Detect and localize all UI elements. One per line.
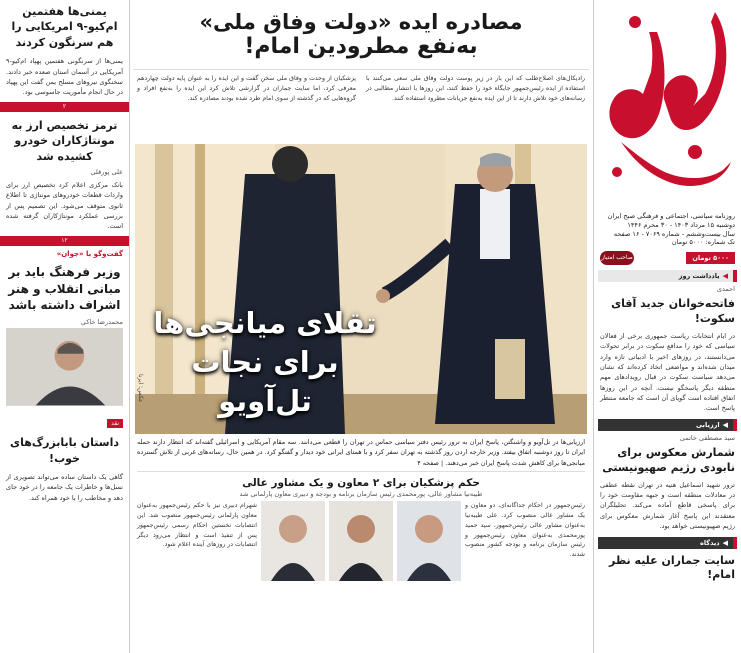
analysis-body: ترور شهید اسماعیل هنیه در تهران نقطه عطفی در معادلات منطقه است و جبهه مقاومت خود را برای پاسخی قاطع آماده می‌کند. تحلیلگران معتقدند این پاسخ آغاز شمارش معکوس برای رژیم صهیونیستی خواهد بود. — [600, 480, 735, 531]
masthead-meta — [594, 210, 741, 249]
left-column — [0, 0, 130, 653]
right-column — [593, 0, 741, 653]
arrow-icon: ◀ — [722, 538, 728, 547]
yemen-headline[interactable]: یمنی‌ها هفتمین ام‌کیو-۹ امریکایی را هم سرنگون کردند — [11, 5, 118, 49]
culture-author: محمدرضا خاکی — [80, 318, 123, 327]
lead-paragraph: رادیکال‌های اصلاح‌طلب که این بار در زیر پوست دولت وفاق ملی سعی می‌کنند با استفاده از ایده رئیس‌جمهور جایگاه خود را حفظ کنند، این روزها با انتشار مطالبی در رسانه‌های خود تلاش دارند تا از این ایده به‌نفع جریانات مطرود استفاده کنند. — [366, 75, 585, 102]
currency-body: بانک مرکزی اعلام کرد تخصیص ارز برای واردات قطعات خودروهای مونتاژی تا اطلاع ثانوی متوقف می‌شود. این تصمیم پس از بررسی عملکرد مونتاژکاران گرفته شده است. — [6, 180, 123, 231]
analysis-section-bar[interactable] — [598, 419, 737, 431]
price-badge: ۵۰۰۰ تومان — [686, 252, 735, 264]
sub-story-body — [133, 501, 589, 581]
view-headline[interactable]: سایت جماران علیه نظر امام! — [609, 553, 735, 582]
sub-story-text: شهرام دبیری نیز با حکم رئیس‌جمهور به‌عنوان معاون پارلمانی رئیس‌جمهور منصوب شد. این انتصابات نخستین احکام رسمی رئیس‌جمهور پس از تنفیذ است و انتظار می‌رود دیگر انتصابات در روزهای آینده اعلام شود. — [137, 501, 257, 549]
currency-headline[interactable]: ترمز تخصیص ارز به مونتاژکاران خودرو کشیده شد — [11, 118, 118, 163]
masthead — [594, 0, 741, 210]
view-section-bar[interactable] — [598, 537, 737, 549]
portrait-photo[interactable] — [329, 501, 393, 581]
publisher-seal: صاحب امتیاز — [600, 251, 634, 265]
top-story-headline: به‌نفع مطرودین امام! — [244, 34, 478, 59]
meta-line: سال بیست‌وششم - شماره ۷۰۶۹ - ۱۶ صفحه — [613, 229, 735, 238]
photo-credit: عکس: ایرنا — [137, 374, 144, 403]
interviewee-photo[interactable] — [6, 328, 123, 406]
analysis-author: سید مصطفی خاتمی — [679, 433, 735, 442]
review-tag: نقد — [107, 419, 123, 428]
arrow-icon: ◀ — [722, 272, 728, 281]
price-row — [594, 249, 741, 267]
portrait-group — [261, 501, 461, 581]
analysis-section-label: ارزیابی — [695, 420, 720, 429]
photo-headline-line: تقلای میانجی‌ها — [153, 306, 377, 340]
sub-story-headline[interactable]: حکم پزشکیان برای ۲ معاون و یک مشاور عالی — [137, 471, 585, 490]
page-badge: ۲ — [0, 102, 129, 112]
view-section-label: دیدگاه — [700, 538, 720, 547]
analysis-headline[interactable]: شمارش معکوس برای نابودی رژیم صهیونیستی — [602, 445, 735, 474]
top-story-lead — [133, 70, 589, 144]
note-author: احمدی — [716, 285, 735, 294]
newspaper-logo — [595, 2, 737, 207]
culture-headline[interactable]: وزیر فرهنگ باید بر مبانی انقلاب و هنر اشراف داشته باشد — [8, 264, 121, 313]
photo-headline — [145, 304, 385, 421]
photo-caption: ارزیابی‌ها در تل‌آویو و واشنگتن، پاسخ ایران به ترور رئیس دفتر سیاسی حماس در تهران را قطعی می‌دانند. سه مقام آمریکایی و اسرائیلی گفته‌اند که انتظار دارند حمله ایران تا روز دوشنبه اتفاق بیفتد. وزیر خارجه اردن روز گذشته به تهران سفر کرد و با همتای ایرانی خود دیدار و گفتگو کرد. در همین حال، رسانه‌های غربی از تلاش گسترده میانجی‌ها برای کاهش شدت پاسخ ایران خبر می‌دهند. | صفحه ۴ — [137, 438, 585, 467]
main-photo[interactable] — [135, 144, 587, 434]
note-body: در ایام انتخابات ریاست جمهوری برخی از فعالان سیاسی که خود را مدافع سکوت در برابر تحولات می‌دانستند، در روزهای اخیر با ادبیاتی تازه وارد میدان شده‌اند و مواضعی اتخاذ کرده‌اند که نشان می‌دهد سیاست سکوت در قبال رویدادهای مهم منطقه دیگر پاسخگو نیست. آنچه در این روزها اتفاق افتاده است گویای آن است که جامعه منتظر پاسخ است. — [600, 331, 735, 413]
portrait-photo[interactable] — [397, 501, 461, 581]
story-body: گاهی یک داستان ساده می‌تواند تصویری از نسل‌ها و خاطرات یک جامعه را در خود جای دهد و مخاطب را با خود همراه کند. — [6, 473, 123, 502]
top-story-header[interactable] — [133, 0, 589, 70]
page-badge: ۱۲ — [0, 236, 129, 246]
note-headline[interactable]: فاتحه‌خوانان جدید آقای سکوت! — [611, 297, 735, 325]
currency-author: علی پورقلی — [90, 167, 123, 176]
top-story-kicker: مصادره ایده «دولت وفاق ملی» — [199, 10, 523, 34]
note-section-bar[interactable] — [598, 270, 737, 282]
photo-headline-line: برای نجات تل‌آویو — [191, 345, 339, 419]
portrait-photo[interactable] — [261, 501, 325, 581]
sub-story-kicker: طیبه‌نیا مشاور عالی، پورمحمدی رئیس سازمان برنامه و بودجه و دبیری معاون پارلمانی شد — [239, 489, 483, 498]
meta-line: دوشنبه ۱۵ مرداد ۱۴۰۳ - ۳۰ محرم ۱۴۴۶ — [627, 220, 735, 229]
story-headline[interactable]: داستان بابابزرگ‌های خوب! — [9, 436, 119, 465]
main-column — [133, 0, 589, 653]
interviewee-portrait — [6, 328, 123, 405]
arrow-icon: ◀ — [722, 420, 728, 429]
interview-label: گفت‌وگو با «جوان» — [56, 249, 123, 258]
meta-line: تک شماره: ۵۰۰۰ تومان — [671, 238, 735, 247]
meta-line: روزنامه سیاسی، اجتماعی و فرهنگی صبح ایران — [607, 212, 735, 220]
note-section-label: یادداشت روز — [678, 272, 720, 281]
lead-paragraph: پزشکیان از وحدت و وفاق ملی سخن گفت و این ایده را به عنوان پایه دولت چهاردهم معرفی کرد، اما سایت جماران در گزارشی تلاش کرد این ایده را به‌نفع افراد و گروه‌هایی که در گذشته از سوی امام طرد شده بودند مصادره کند. — [137, 75, 356, 102]
yemen-body: یمنی‌ها از سرنگونی هفتمین پهپاد ام‌کیو-۹ آمریکایی در آسمان استان صعده خبر دادند. سخنگوی نیروهای مسلح یمن گفت این پهپاد در حال انجام مأموریت جاسوسی بود. — [6, 57, 123, 97]
sub-story-text: رئیس‌جمهور در احکام جداگانه‌ای، دو معاون و یک مشاور عالی منصوب کرد. علی طیبه‌نیا به‌عنوان مشاور عالی رئیس‌جمهور، سید حمید پورمحمدی به‌عنوان معاون رئیس‌جمهور و رئیس سازمان برنامه و بودجه کشور منصوب شدند. — [465, 501, 585, 559]
